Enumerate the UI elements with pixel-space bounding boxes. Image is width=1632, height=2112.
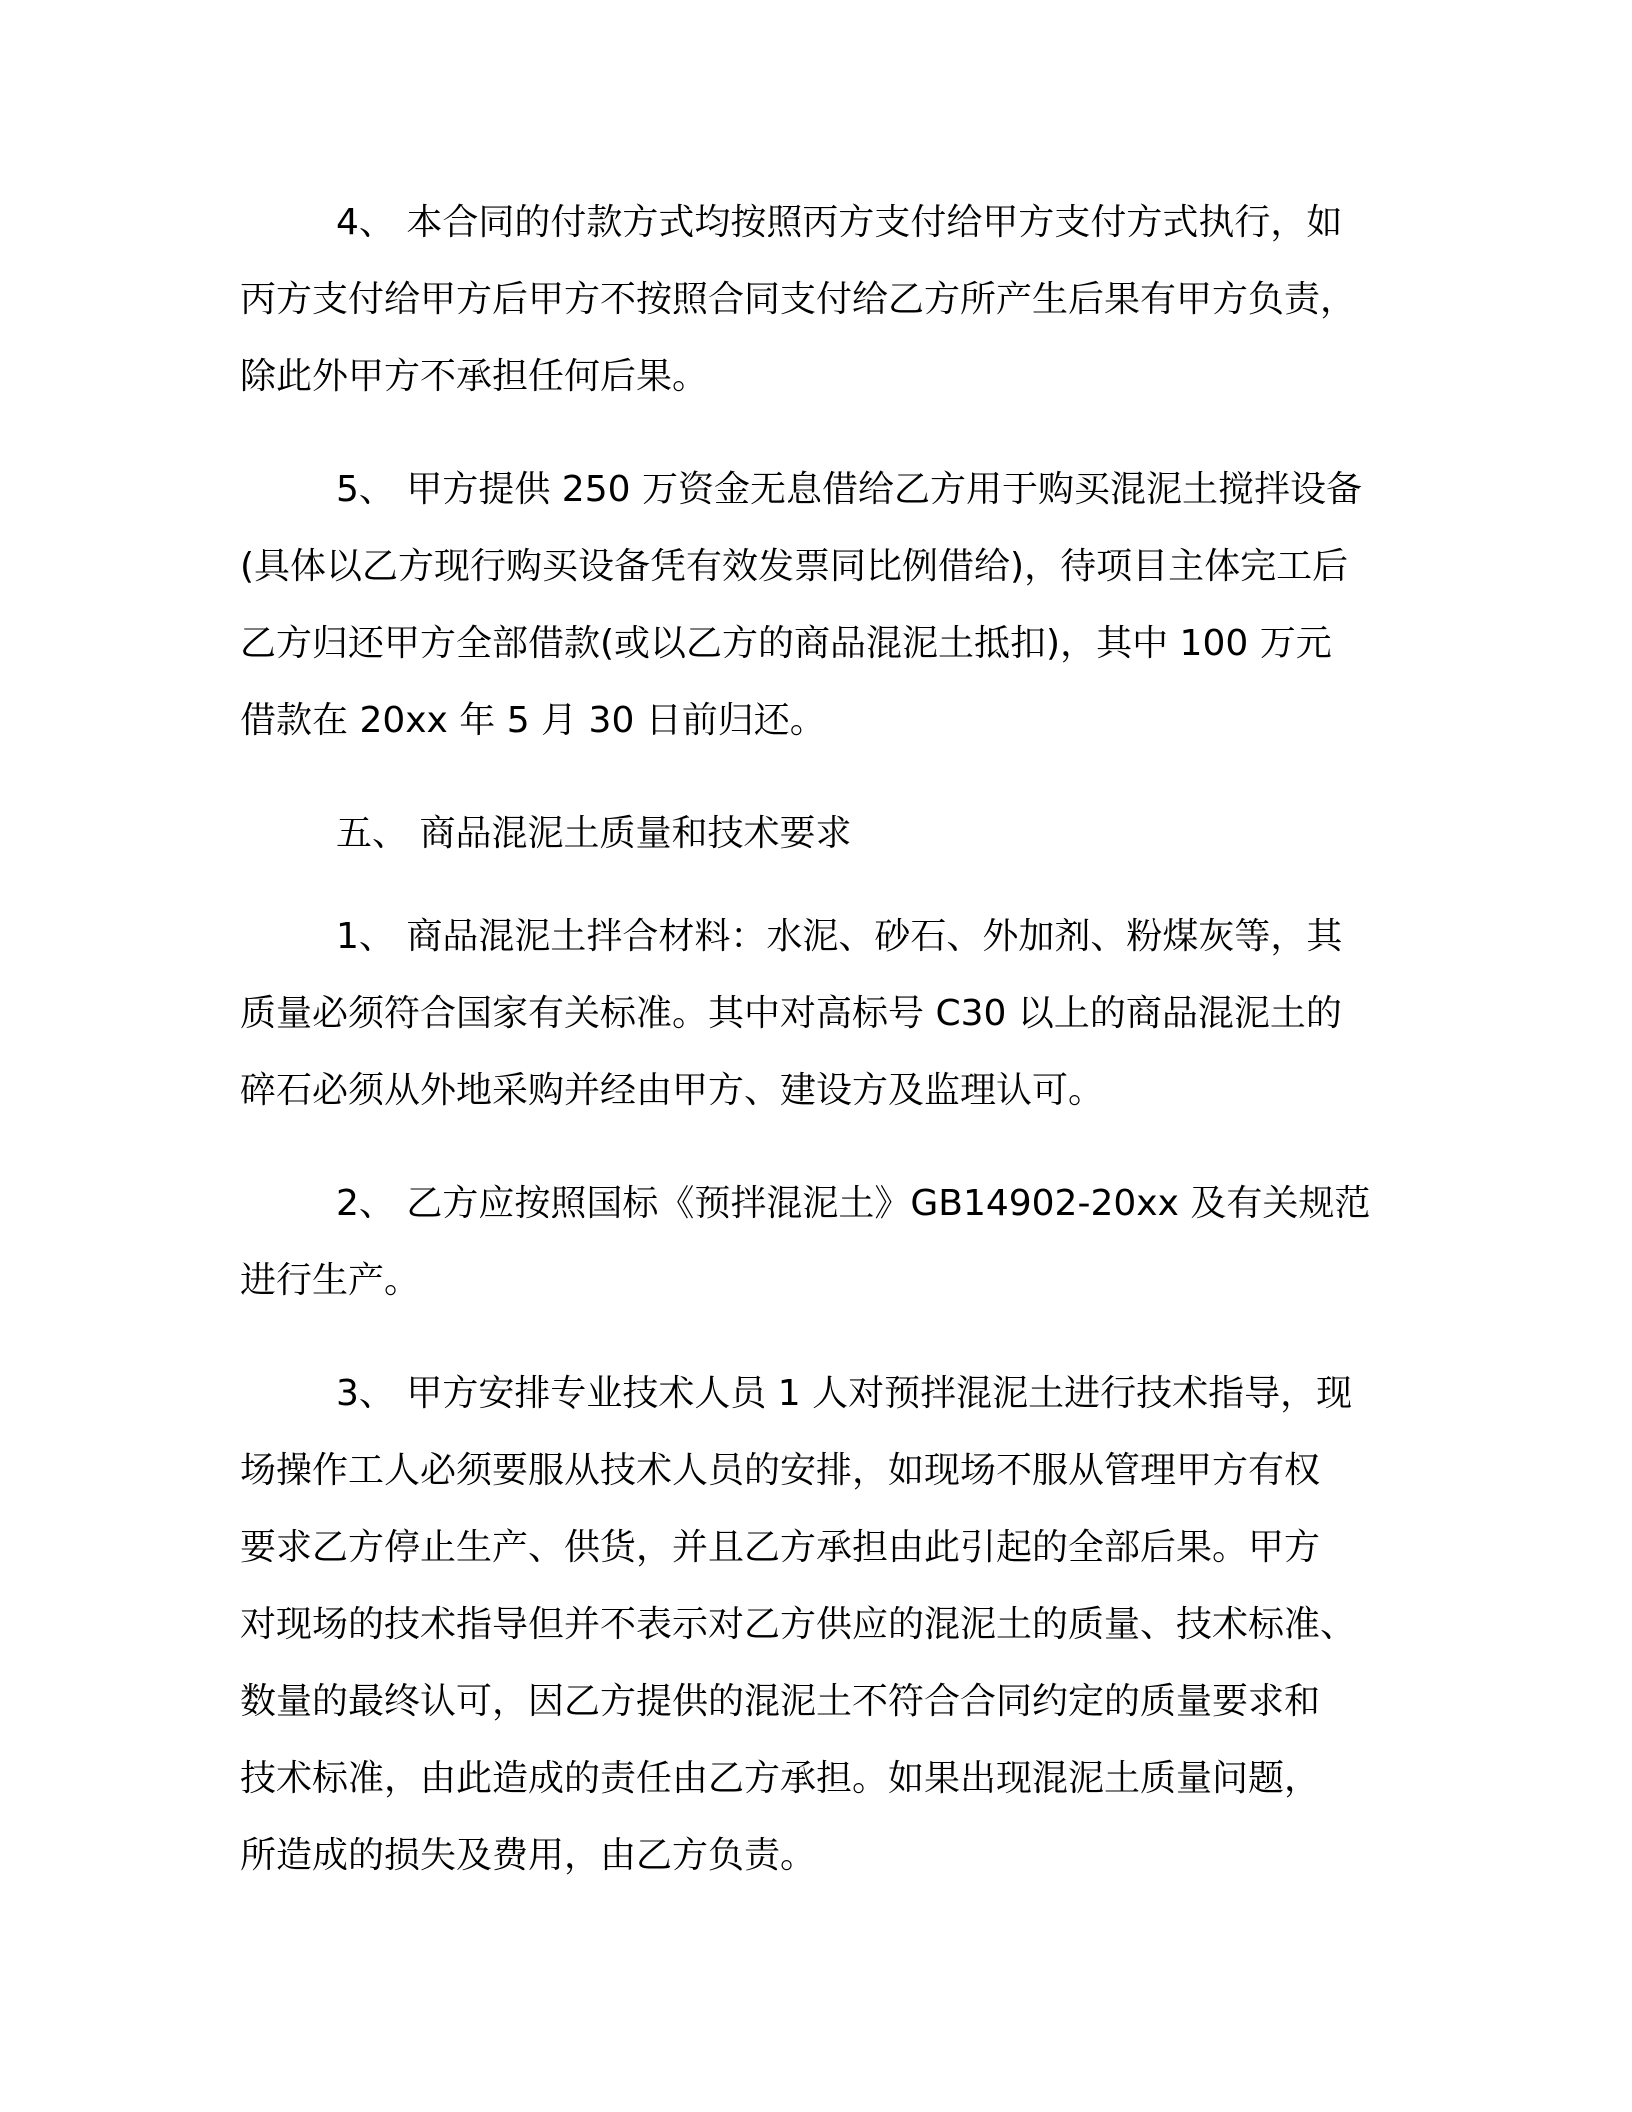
document-body [240, 184, 1390, 1894]
clause-4-paragraph [240, 184, 1390, 415]
text-line: 借款在 20xx 年 5 月 30 日前归还。 [240, 700, 826, 741]
text-line: 数量的最终认可，因乙方提供的混泥土不符合合同约定的质量要求和 [240, 1681, 1321, 1722]
text-line: 碎石必须从外地采购并经由甲方、建设方及监理认可。 [240, 1070, 1105, 1111]
text-line: (具体以乙方现行购买设备凭有效发票同比例借给)，待项目主体完工后 [240, 546, 1349, 587]
text-line: 要求乙方停止生产、供货，并且乙方承担由此引起的全部后果。甲方 [240, 1527, 1321, 1568]
text-line: 5、 甲方提供 250 万资金无息借给乙方用于购买混泥土搅拌设备 [336, 469, 1362, 510]
requirement-2-paragraph [240, 1165, 1390, 1319]
text-line: 1、 商品混泥土拌合材料：水泥、砂石、外加剂、粉煤灰等，其 [336, 916, 1343, 957]
text-line: 场操作工人必须要服从技术人员的安排，如现场不服从管理甲方有权 [240, 1450, 1321, 1491]
text-line: 除此外甲方不承担任何后果。 [240, 356, 709, 397]
text-line: 所造成的损失及费用，由乙方负责。 [240, 1835, 817, 1876]
requirement-1-paragraph [240, 898, 1390, 1129]
clause-5-paragraph [240, 451, 1390, 759]
text-line: 丙方支付给甲方后甲方不按照合同支付给乙方所产生后果有甲方负责， [240, 279, 1357, 320]
text-line: 乙方归还甲方全部借款(或以乙方的商品混泥土抵扣)，其中 100 万元 [240, 623, 1332, 664]
text-line: 技术标准，由此造成的责任由乙方承担。如果出现混泥土质量问题， [240, 1758, 1321, 1799]
text-line: 质量必须符合国家有关标准。其中对高标号 C30 以上的商品混泥土的 [240, 993, 1342, 1034]
text-line: 2、 乙方应按照国标《预拌混泥土》GB14902-20xx 及有关规范 [336, 1183, 1371, 1224]
section-heading: 五、 商品混泥土质量和技术要求 [336, 813, 852, 854]
text-line: 进行生产。 [240, 1260, 421, 1301]
text-line: 对现场的技术指导但并不表示对乙方供应的混泥土的质量、技术标准、 [240, 1604, 1357, 1645]
text-line: 4、 本合同的付款方式均按照丙方支付给甲方支付方式执行，如 [336, 202, 1343, 243]
requirement-3-paragraph [240, 1355, 1390, 1894]
text-line: 3、 甲方安排专业技术人员 1 人对预拌混泥土进行技术指导，现 [336, 1373, 1353, 1414]
